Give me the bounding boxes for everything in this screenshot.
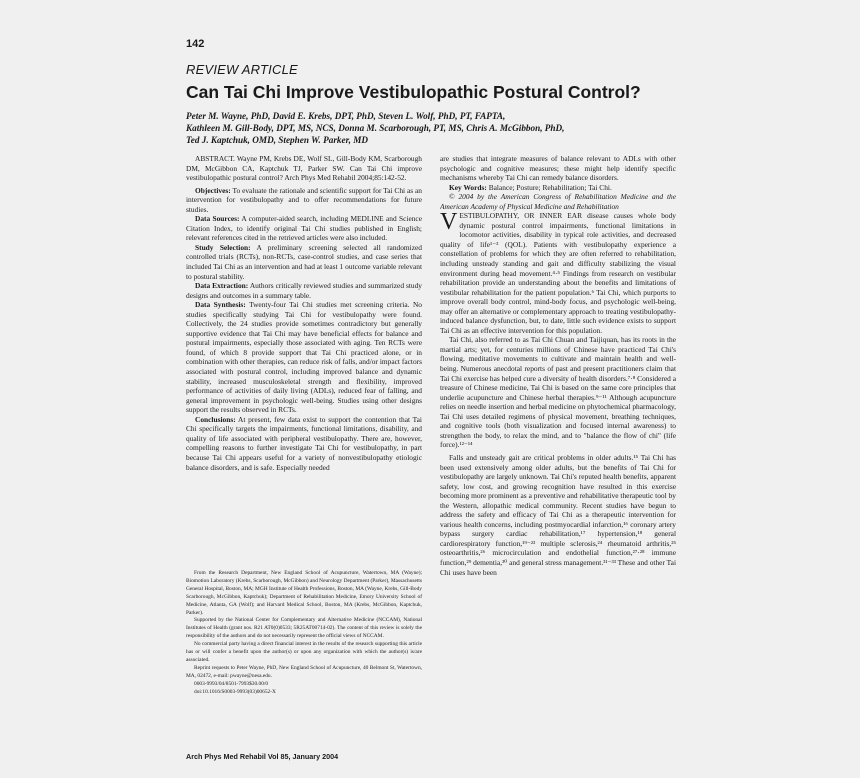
footnote-doi[interactable]: doi:10.1016/S0003-9993(03)00652-X [194, 688, 276, 695]
author-line: Ted J. Kaptchuk, OMD, Stephen W. Parker, MD [186, 135, 369, 146]
author-line: Peter M. Wayne, PhD, David E. Krebs, DPT, PhD, Steven L. Wolf, PhD, PT, FAPTA, [186, 111, 506, 121]
synthesis-label: Data Synthesis: [195, 300, 246, 310]
body-paragraph: Falls and unsteady gait are critical problems in older adults.¹⁵ Tai Chi has been used extensively among older adults, but the benefits of Tai Chi for vestibulopathy are largely unknown. Tai Chi's reputed health benefits, apparent safety, low cost, and growing recognition have resulted in this exercise becoming more prominent as a preventive and rehabilitative therapeutic tool by the Western, allopathic medical community. Recent studies have begun to address the safety and efficacy of Tai Chi as a therapeutic intervention for various health concerns, including postmyocardial infarction,¹⁶ coronary artery bypass surgery cardiac rehabilitation,¹⁷ hypertension,¹⁸ general cardiorespiratory function,¹⁹⁻²³ multiple sclerosis,²⁴ rheumatoid arthritis,²⁵ osteoarthritis,²⁶ microcirculation and endothelial function,²⁷·²⁸ immune function,²⁹ dementia,³⁰ and general stress management.³¹⁻³³ These and other Tai Chi uses have been [440, 452, 676, 577]
abstract-citation: ABSTRACT. Wayne PM, Krebs DE, Wolf SL, Gill-Body KM, Scarborough DM, McGibbon CA, Kaptchuk TJ, Parker SW. Can Tai Chi improve vestibulopathic postural control? Arch Phys Med Rehabil 2004;85:142-52. [186, 154, 422, 183]
footnote-affiliation: From the Research Department, New England School of Acupuncture, Watertown, MA (Wayne); Biomotion Laboratory (Krebs, Scarborough, McGibbon) and Neurology Department (Parker), Massachusetts General Hospital, Boston, MA; MGH Institute of Health Professions, Boston, MA (Wayne, Krebs, Gill-Body Scarborough, McGibbon, Kaptchuk); Department of Rehabilitation Medicine, Emory University School of Medicine, Atlanta, GA (Wolf); and Harvard Medical School, Boston, MA (Krebs, McGibbon, Kaptchuk, Parker). [186, 570, 422, 616]
section-label: REVIEW ARTICLE [186, 62, 298, 77]
body-paragraph: VESTIBULOPATHY, OR INNER EAR disease causes whole body dynamic postural control impairments, functional limitations in locomotor activities, disability in typical role activities, and decreased quality of life¹⁻³ (QOL). Patients with vestibulopathy experience a constellation of problems for which they are often referred to rehabilitation, including unsteady standing and gait and difficulty stabilizing the visual environment during head movement.⁴·⁵ Findings from research on vestibular rehabilitation provide an understanding about the benefits and limitations of vestibular rehabilitation for the patient population.⁶ Tai Chi, which purports to improve overall body control, mind-body focus, and psychologic well-being, may offer an alternative or complementary approach to treating vestibulopathy-induced balance dysfunction, but, to date, little such evidence exists to support Tai Chi as an effective intervention for this population. [440, 209, 676, 335]
abstract-objectives: Objectives: To evaluate the rationale and scientific support for Tai Chi as an intervention for vestibulopathy and to offer recommendations for future studies. [186, 185, 422, 214]
footnotes [186, 570, 422, 697]
extraction-label: Data Extraction: [195, 281, 249, 291]
footnote-issn: 0003-9993/04/8501-7993$30.00/0 [194, 680, 269, 687]
abstract-extraction: Data Extraction: Authors critically reviewed studies and summarized study designs and outcomes in a summary table. [186, 281, 422, 300]
conclusions-label: Conclusions: [195, 414, 236, 424]
abstract-synthesis: Data Synthesis: Twenty-four Tai Chi studies met screening criteria. No studies specifically studying Tai Chi for vestibulopathy were found. Collectively, the 24 studies provide sometimes contradictory but generally supportive evidence that Tai Chi may have beneficial effects for balance and postural impairments, especially those associated with aging. Ten RCTs were found, of which 8 provide support that Tai Chi practiced alone, or in combination with other therapies, can reduce risk of falls, and/or impact factors associated with postural control, including improved balance and dynamic stability, increased musculoskeletal strength and flexibility, improved performance of activities of daily living (ADLs), reduced fear of falling, and general improvement in psychologic well-being. Studies using other designs support the results observed in RCTs. [186, 300, 422, 415]
footnote-conflict: No commercial party having a direct financial interest in the results of the research supporting this article has or will confer a benefit upon the author(s) or upon any organization with which the author(s) is/are associated. [186, 641, 422, 663]
article-title: Can Tai Chi Improve Vestibulopathic Postural Control? [186, 82, 641, 102]
selection-label: Study Selection: [195, 242, 251, 252]
footnote-support: Supported by the National Center for Complementary and Alternative Medicine (NCCAM), National Institutes of Health (grant nos. R21 AT0(0)0533; 5R25AT00714-02). The content of this review is solely the responsibility of the authors and do not necessarily represent the official views of NCCAM. [186, 617, 422, 640]
author-list [186, 110, 686, 147]
page-number: 142 [186, 38, 205, 50]
objectives-label: Objectives: [195, 185, 231, 195]
body-column [440, 154, 676, 742]
abstract-conclusions: Conclusions: At present, few data exist to support the contention that Tai Chi specifically targets the impairments, functional limitations, disability, and quality of life associated with peripheral vestibulopathy. There are, however, compelling reasons to further investigate Tai Chi for vestibulopathy, in part because Tai Chi appears useful for a variety of nonvestibulopathy etiologic balance disorders, and is safe. Especially needed [186, 414, 422, 472]
abstract-continuation: are studies that integrate measures of balance relevant to ADLs with other psychologic and cognitive measures; these might help identify specific mechanisms whereby Tai Chi can remedy balance disorders. [440, 154, 676, 183]
author-line: Kathleen M. Gill-Body, DPT, MS, NCS, Donna M. Scarborough, PT, MS, Chris A. McGibbon, PhD, [186, 123, 565, 134]
keywords-label: Key Words: [449, 182, 487, 192]
abstract-selection: Study Selection: A preliminary screening selected all randomized controlled trials (RCTs), non-RCTs, case-control studies, and case series that included Tai Chi as an intervention and had at least 1 outcome variable relevant to postural stability. [186, 242, 422, 281]
journal-footer: Arch Phys Med Rehabil Vol 85, January 2004 [186, 752, 339, 761]
body-paragraph: Tai Chi, also referred to as Tai Chi Chuan and Taijiquan, has its roots in the martial arts; yet, for centuries millions of Chinese have practiced Tai Chi's flowing, meditative movements to cultivate and maintain health and well-being. Numerous anecdotal reports of past and present practitioners claim that Tai Chi exercise has helped cure a diversity of health disorders.⁷·⁸ Considered a treasure of Chinese medicine, Tai Chi is based on the same core principles that underlie acupuncture and Chinese herbal therapies.⁹⁻¹¹ Although acupuncture relies on needle insertion and herbal medicine on phytochemical pharmacology, Tai Chi uses detailed regimens of physical movement, breathing techniques, and cognitive tools (both visualization and focused internal awareness) to strengthen the body, to relax the mind, and to "balance the flow of chi" (life force).¹²⁻¹⁴ [440, 335, 676, 450]
drop-cap: V [440, 209, 458, 236]
abstract-column [186, 154, 422, 544]
copyright-notice: © 2004 by the American Congress of Rehabilitation Medicine and the American Academy of Physical Medicine and Rehabilitation [440, 192, 676, 211]
sources-label: Data Sources: [195, 214, 240, 224]
keywords: Key Words: Balance; Posture; Rehabilitation; Tai Chi. [449, 182, 612, 192]
footnote-reprints: Reprint requests to Peter Wayne, PhD, New England School of Acupuncture, 40 Belmont St, Watertown, MA, 02472, e-mail: pwayne@nesa.edu. [186, 664, 422, 679]
abstract-sources: Data Sources: A computer-aided search, including MEDLINE and Science Citation Index, to identify original Tai Chi studies published in English; relevant references cited in the retrieved articles were also included. [186, 214, 422, 243]
